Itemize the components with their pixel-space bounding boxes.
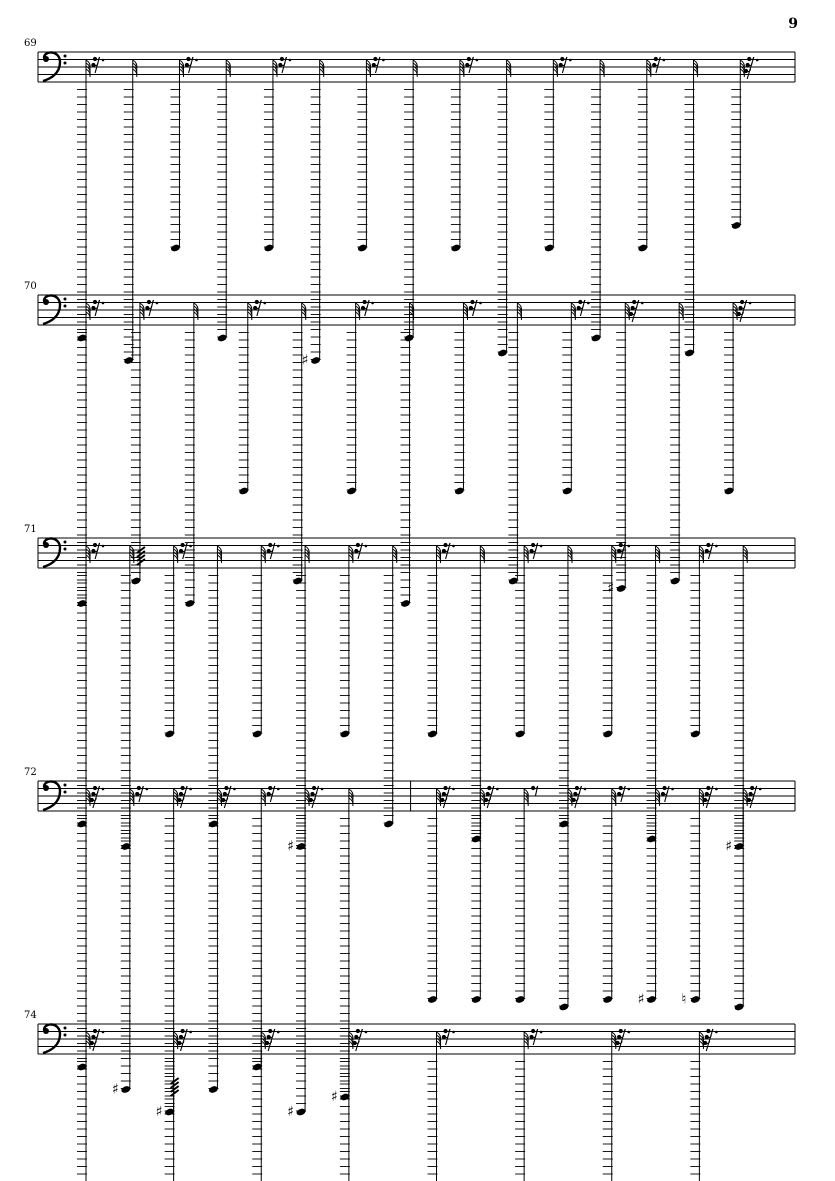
note-event xyxy=(559,546,573,828)
note-event xyxy=(123,60,137,365)
rest-flag xyxy=(93,57,97,61)
rest-flag xyxy=(186,57,190,61)
bass-clef-icon xyxy=(64,305,67,308)
accidental: ♯ xyxy=(607,580,615,597)
note-event xyxy=(731,57,759,230)
note-event xyxy=(427,786,455,1004)
rest-flag xyxy=(179,549,183,553)
measure-number: 72 xyxy=(24,767,37,778)
bass-clef-icon xyxy=(64,62,67,65)
note-event xyxy=(427,543,455,739)
note-event xyxy=(252,1029,280,1181)
rest-flag xyxy=(268,1029,272,1033)
note-event xyxy=(131,300,159,586)
rest-flag xyxy=(310,792,314,796)
rest-flag xyxy=(177,1041,181,1045)
rest-flag xyxy=(354,1035,358,1039)
rest-dot xyxy=(102,1031,105,1034)
rest-flag xyxy=(470,300,474,304)
rest-flag xyxy=(90,1041,94,1045)
rest-flag xyxy=(221,798,225,802)
rest-dot xyxy=(189,788,192,791)
rest-dot xyxy=(587,302,590,305)
rest-dot xyxy=(569,59,572,62)
rest-flag xyxy=(465,63,469,67)
rest-dot xyxy=(371,302,374,305)
rest-flag xyxy=(361,306,365,310)
note-event xyxy=(515,786,538,1004)
rest-flag xyxy=(487,786,491,790)
rest-flag xyxy=(181,1029,185,1033)
note-event xyxy=(681,786,717,1008)
rest-dot xyxy=(671,788,674,791)
note-event xyxy=(120,546,134,851)
rest-dot xyxy=(663,59,666,62)
rest-flag xyxy=(705,1035,709,1039)
note-event xyxy=(506,1029,542,1181)
note-event xyxy=(450,57,478,253)
rest-flag xyxy=(705,792,709,796)
rest-flag xyxy=(617,792,621,796)
rest-flag xyxy=(744,69,748,73)
rest-dot xyxy=(715,788,718,791)
rest-flag xyxy=(90,798,94,802)
note-event xyxy=(594,1029,630,1181)
rest-flag xyxy=(531,1029,535,1033)
note-event xyxy=(471,786,499,1004)
note-event xyxy=(292,303,306,585)
rest-flag xyxy=(747,57,751,61)
rest-dot xyxy=(102,545,105,548)
rest-flag xyxy=(631,306,635,310)
rest-flag xyxy=(135,792,139,796)
rest-flag xyxy=(531,786,535,790)
note-event xyxy=(637,57,665,253)
note-event xyxy=(646,546,660,843)
rest-flag xyxy=(737,312,741,316)
note-event xyxy=(670,303,684,585)
bass-clef-icon xyxy=(64,298,67,301)
note-event xyxy=(238,300,266,496)
rest-flag xyxy=(93,1029,97,1033)
accidental: ♯ xyxy=(330,1089,338,1105)
rest-flag xyxy=(137,786,141,790)
rest-flag xyxy=(617,1035,621,1039)
note-event xyxy=(208,786,236,1094)
rest-dot xyxy=(365,545,368,548)
rest-flag xyxy=(440,798,444,802)
accidental: ♯ xyxy=(287,838,294,855)
rest-dot xyxy=(476,59,479,62)
note-event xyxy=(725,546,747,855)
note-event xyxy=(77,786,105,1072)
rest-dot xyxy=(627,545,630,548)
rest-flag xyxy=(181,786,185,790)
note-event xyxy=(427,1029,455,1181)
rest-flag xyxy=(467,57,471,61)
rest-dot xyxy=(452,788,455,791)
note-event xyxy=(77,543,105,829)
rest-flag xyxy=(531,543,535,547)
rest-flag xyxy=(652,63,656,67)
rest-dot xyxy=(540,1031,543,1034)
rest-dot xyxy=(102,59,105,62)
note-event xyxy=(591,60,605,342)
bass-clef-icon xyxy=(64,1027,67,1030)
note-event xyxy=(562,300,590,496)
note-event xyxy=(357,57,385,253)
note-event xyxy=(252,786,280,1072)
rest-dot xyxy=(263,302,266,305)
rest-flag xyxy=(661,792,665,796)
rest-dot xyxy=(749,302,752,305)
rest-flag xyxy=(442,549,446,553)
accidental: ♯ xyxy=(637,991,645,1008)
rest-dot xyxy=(289,59,292,62)
accidental: ♯ xyxy=(287,1104,294,1120)
rest-dot xyxy=(496,788,499,791)
note-event xyxy=(112,786,148,1098)
bass-clef-icon xyxy=(64,1034,67,1037)
note-event xyxy=(404,60,418,342)
bass-clef-icon xyxy=(64,548,67,551)
note-event xyxy=(515,543,543,739)
rest-dot xyxy=(641,302,644,305)
note-event xyxy=(508,303,522,585)
rest-flag xyxy=(93,543,97,547)
rest-flag xyxy=(443,543,447,547)
rest-flag xyxy=(91,1035,95,1039)
rest-flag xyxy=(575,786,579,790)
rest-flag xyxy=(280,57,284,61)
rest-flag xyxy=(372,63,376,67)
rest-dot xyxy=(452,545,455,548)
rest-flag xyxy=(91,792,95,796)
note-event xyxy=(287,546,309,855)
staff-system xyxy=(24,1010,795,1181)
accidental: ♮ xyxy=(681,991,687,1008)
rest-dot xyxy=(365,1031,368,1034)
staff-system xyxy=(24,281,795,608)
rest-flag xyxy=(309,798,313,802)
note-event xyxy=(331,789,353,1105)
rest-flag xyxy=(179,1035,183,1039)
note-event xyxy=(302,60,324,369)
rest-dot xyxy=(156,302,159,305)
rest-flag xyxy=(703,1041,707,1045)
bass-clef-icon xyxy=(64,55,67,58)
rest-flag xyxy=(91,549,95,553)
rest-flag xyxy=(703,798,707,802)
rest-flag xyxy=(363,300,367,304)
rest-dot xyxy=(756,59,759,62)
rest-dot xyxy=(479,302,482,305)
note-event xyxy=(164,1029,192,1181)
bass-clef-icon xyxy=(43,56,49,62)
note-event xyxy=(339,1029,367,1181)
rest-flag xyxy=(706,543,710,547)
rest-flag xyxy=(705,549,709,553)
rest-flag xyxy=(619,1029,623,1033)
rest-flag xyxy=(443,786,447,790)
rest-flag xyxy=(632,300,636,304)
note-event xyxy=(77,57,105,343)
note-event xyxy=(690,1029,718,1181)
note-event xyxy=(497,60,511,357)
note-event xyxy=(208,546,222,828)
rest-flag xyxy=(706,1029,710,1033)
rest-dot xyxy=(189,1031,192,1034)
rest-flag xyxy=(629,312,633,316)
rest-flag xyxy=(268,786,272,790)
rest-flag xyxy=(486,792,490,796)
rest-flag xyxy=(747,798,751,802)
note-event xyxy=(346,300,374,496)
bass-clef-icon xyxy=(43,542,49,548)
rest-dot xyxy=(321,788,324,791)
rest-dot xyxy=(277,545,280,548)
rest-flag xyxy=(177,798,181,802)
rest-flag xyxy=(654,57,658,61)
rest-flag xyxy=(373,57,377,61)
rest-dot xyxy=(102,302,105,305)
note-event xyxy=(734,786,762,1012)
rest-flag xyxy=(356,1029,360,1033)
note-event xyxy=(383,546,397,828)
bass-clef-icon xyxy=(43,1028,49,1034)
rest-flag xyxy=(619,786,623,790)
rest-flag xyxy=(443,1029,447,1033)
measure-number: 71 xyxy=(24,524,37,535)
rest-flag xyxy=(354,549,358,553)
note-event xyxy=(170,57,198,253)
rest-dot xyxy=(627,1031,630,1034)
rest-dot xyxy=(277,1031,280,1034)
rest-dot xyxy=(146,788,149,791)
rest-flag xyxy=(268,543,272,547)
rest-dot xyxy=(452,1031,455,1034)
rest-flag xyxy=(615,1041,619,1045)
rest-flag xyxy=(224,786,228,790)
rest-dot xyxy=(715,1031,718,1034)
rest-flag xyxy=(255,300,259,304)
rest-dot xyxy=(584,788,587,791)
note-event xyxy=(184,303,198,608)
rest-flag xyxy=(442,1035,446,1039)
note-event xyxy=(217,60,231,342)
bass-clef-icon xyxy=(64,541,67,544)
note-event xyxy=(544,57,572,253)
rest-flag xyxy=(617,549,621,553)
rest-flag xyxy=(662,786,666,790)
note-event xyxy=(339,543,367,739)
rest-flag xyxy=(356,543,360,547)
rest-dot xyxy=(277,788,280,791)
rest-flag xyxy=(93,786,97,790)
rest-flag xyxy=(740,300,744,304)
rest-dot xyxy=(540,545,543,548)
rest-flag xyxy=(267,792,271,796)
rest-flag xyxy=(442,792,446,796)
rest-stem xyxy=(535,786,537,796)
note-event xyxy=(400,303,414,608)
note-event xyxy=(454,300,482,496)
accidental: ♯ xyxy=(111,1081,119,1098)
rest-dot xyxy=(759,788,762,791)
rest-flag xyxy=(738,306,742,310)
note-event xyxy=(602,786,630,1004)
staff-system xyxy=(24,767,795,1120)
rest-flag xyxy=(278,63,282,67)
rest-flag xyxy=(91,63,95,67)
rest-flag xyxy=(484,798,488,802)
accidental: ♯ xyxy=(725,838,732,855)
rest-flag xyxy=(93,300,97,304)
bass-clef-icon xyxy=(64,784,67,787)
rest-flag xyxy=(572,798,576,802)
rest-dot xyxy=(715,545,718,548)
rest-flag xyxy=(469,306,473,310)
measure-number: 70 xyxy=(24,281,37,292)
rest-flag xyxy=(265,1041,269,1045)
rest-flag xyxy=(559,63,563,67)
rest-flag xyxy=(560,57,564,61)
rest-dot xyxy=(102,788,105,791)
rest-flag xyxy=(91,306,95,310)
note-event xyxy=(252,543,280,739)
note-event xyxy=(77,1029,105,1181)
rest-dot xyxy=(627,788,630,791)
bass-clef-icon xyxy=(43,299,49,305)
note-event xyxy=(287,786,323,1120)
note-event xyxy=(638,786,674,1008)
bass-clef-icon xyxy=(43,785,49,791)
rest-flag xyxy=(619,543,623,547)
rest-flag xyxy=(179,792,183,796)
rest-flag xyxy=(145,306,149,310)
rest-flag xyxy=(147,300,151,304)
rest-flag xyxy=(181,543,185,547)
accidental: ♯ xyxy=(155,1104,163,1120)
note-event xyxy=(559,786,587,1012)
rest-flag xyxy=(267,1035,271,1039)
measure-number: 74 xyxy=(24,1010,37,1021)
rest-flag xyxy=(353,1041,357,1045)
rest-flag xyxy=(750,786,754,790)
rest-flag xyxy=(267,549,271,553)
rest-dot xyxy=(382,59,385,62)
rest-flag xyxy=(578,300,582,304)
rest-dot xyxy=(195,59,198,62)
rest-flag xyxy=(577,306,581,310)
rest-flag xyxy=(529,549,533,553)
rest-flag xyxy=(573,792,577,796)
note-event xyxy=(264,57,292,253)
bass-clef-icon xyxy=(64,791,67,794)
rest-flag xyxy=(253,306,257,310)
rest-flag xyxy=(529,1035,533,1039)
note-event xyxy=(724,300,752,496)
accidental: ♯ xyxy=(301,352,309,369)
rest-flag xyxy=(746,63,750,67)
note-event xyxy=(690,543,718,739)
rest-flag xyxy=(185,63,189,67)
rest-flag xyxy=(223,792,227,796)
measure-number: 69 xyxy=(24,38,37,49)
rest-dot xyxy=(233,788,236,791)
rest-dot xyxy=(189,545,192,548)
rest-flag xyxy=(748,792,752,796)
note-event xyxy=(471,546,485,843)
rest-flag xyxy=(312,786,316,790)
page-number: 9 xyxy=(788,16,798,32)
rest-flag xyxy=(706,786,710,790)
note-event xyxy=(684,60,698,357)
